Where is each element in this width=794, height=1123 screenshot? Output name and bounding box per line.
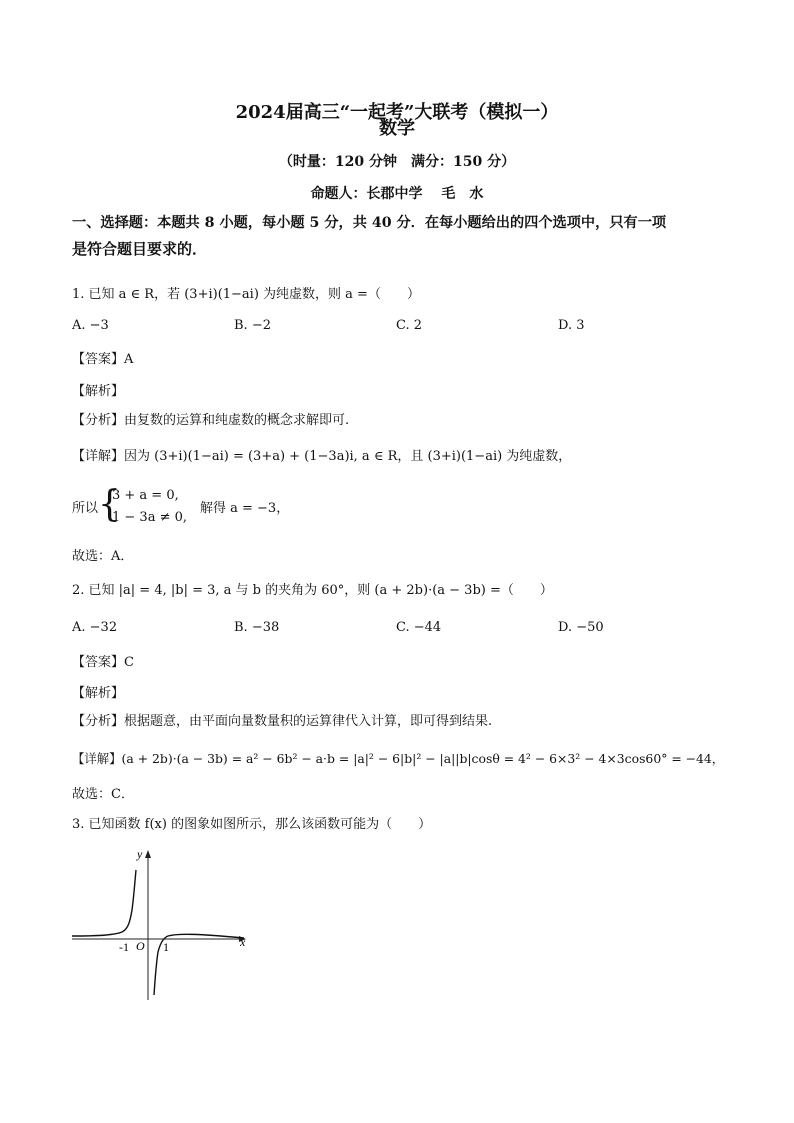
q1-answer: 【答案】A: [72, 352, 134, 367]
q2-option-d: D. −50: [558, 620, 604, 635]
q1-so-suffix: 解得 a = −3，: [200, 501, 290, 516]
section-heading-line2: 是符合题目要求的．: [72, 240, 208, 258]
x-axis-label: x: [240, 935, 246, 949]
q3-function-graph: [60, 840, 260, 1005]
q1-option-d: D. 3: [558, 318, 585, 333]
exam-time-info: （时量：120 分钟 满分：150 分）: [278, 154, 516, 170]
q3-stem: 3. 已知函数 f(x) 的图象如图所示，那么该函数可能为（ ）: [72, 817, 432, 832]
y-axis-label: y: [137, 847, 143, 861]
q2-option-c: C. −44: [396, 620, 442, 635]
q1-option-c: C. 2: [396, 318, 423, 333]
q2-choose: 故选：C．: [72, 787, 134, 802]
q2-option-a: A. −32: [72, 620, 118, 635]
q1-option-b: B. −2: [234, 318, 271, 333]
y-axis-arrow: [145, 850, 151, 858]
section-heading-line1: 一、选择题：本题共 8 小题，每小题 5 分，共 40 分．在每小题给出的四个选项中，只有一项: [72, 215, 667, 231]
author-line: 命题人：长郡中学 毛 水: [310, 186, 484, 202]
q2-fenxi: 【分析】根据题意，由平面向量数量积的运算律代入计算，即可得到结果.: [72, 714, 493, 729]
tick-label-pos1: 1: [163, 940, 169, 954]
q1-system-line2: 1 − 3a ≠ 0,: [112, 510, 188, 525]
q1-analysis-label: 【解析】: [72, 384, 125, 399]
q1-choose: 故选：A．: [72, 549, 134, 564]
tick-label-neg1: -1: [119, 940, 129, 954]
subject-title: 数学: [379, 118, 415, 139]
q2-analysis-label: 【解析】: [72, 686, 125, 701]
q1-stem: 1. 已知 a ∈ R，若 (3+i)(1−ai) 为纯虚数，则 a =（ ）: [72, 287, 420, 302]
page-title: 2024届高三“一起考”大联考（模拟一）: [235, 102, 559, 123]
q2-answer: 【答案】C: [72, 655, 134, 670]
q2-stem: 2. 已知 |a| = 4, |b| = 3, a 与 b 的夹角为 60°，则 (a + 2b)·(a − 3b) =（ ）: [72, 583, 553, 598]
q1-system-line1: 3 + a = 0,: [112, 488, 179, 503]
q1-so-prefix: 所以: [72, 501, 99, 516]
q2-detail: 【详解】(a + 2b)·(a − 3b) = a² − 6b² − a·b = |a|² − 6|b|² − |a||b|cosθ = 4² − 6×3² − 4×3cos60° = −44，: [72, 751, 725, 766]
q2-option-b: B. −38: [234, 620, 280, 635]
q1-option-a: A. −3: [72, 318, 109, 333]
q1-fenxi: 【分析】由复数的运算和纯虚数的概念求解即可.: [72, 413, 350, 428]
q1-detail: 【详解】因为 (3+i)(1−ai) = (3+a) + (1−3a)i, a ∈ R，且 (3+i)(1−ai) 为纯虚数，: [72, 449, 572, 464]
curve-left-branch: [72, 870, 136, 936]
q1-system-brace: {: [98, 484, 121, 525]
origin-label: O: [136, 939, 145, 953]
